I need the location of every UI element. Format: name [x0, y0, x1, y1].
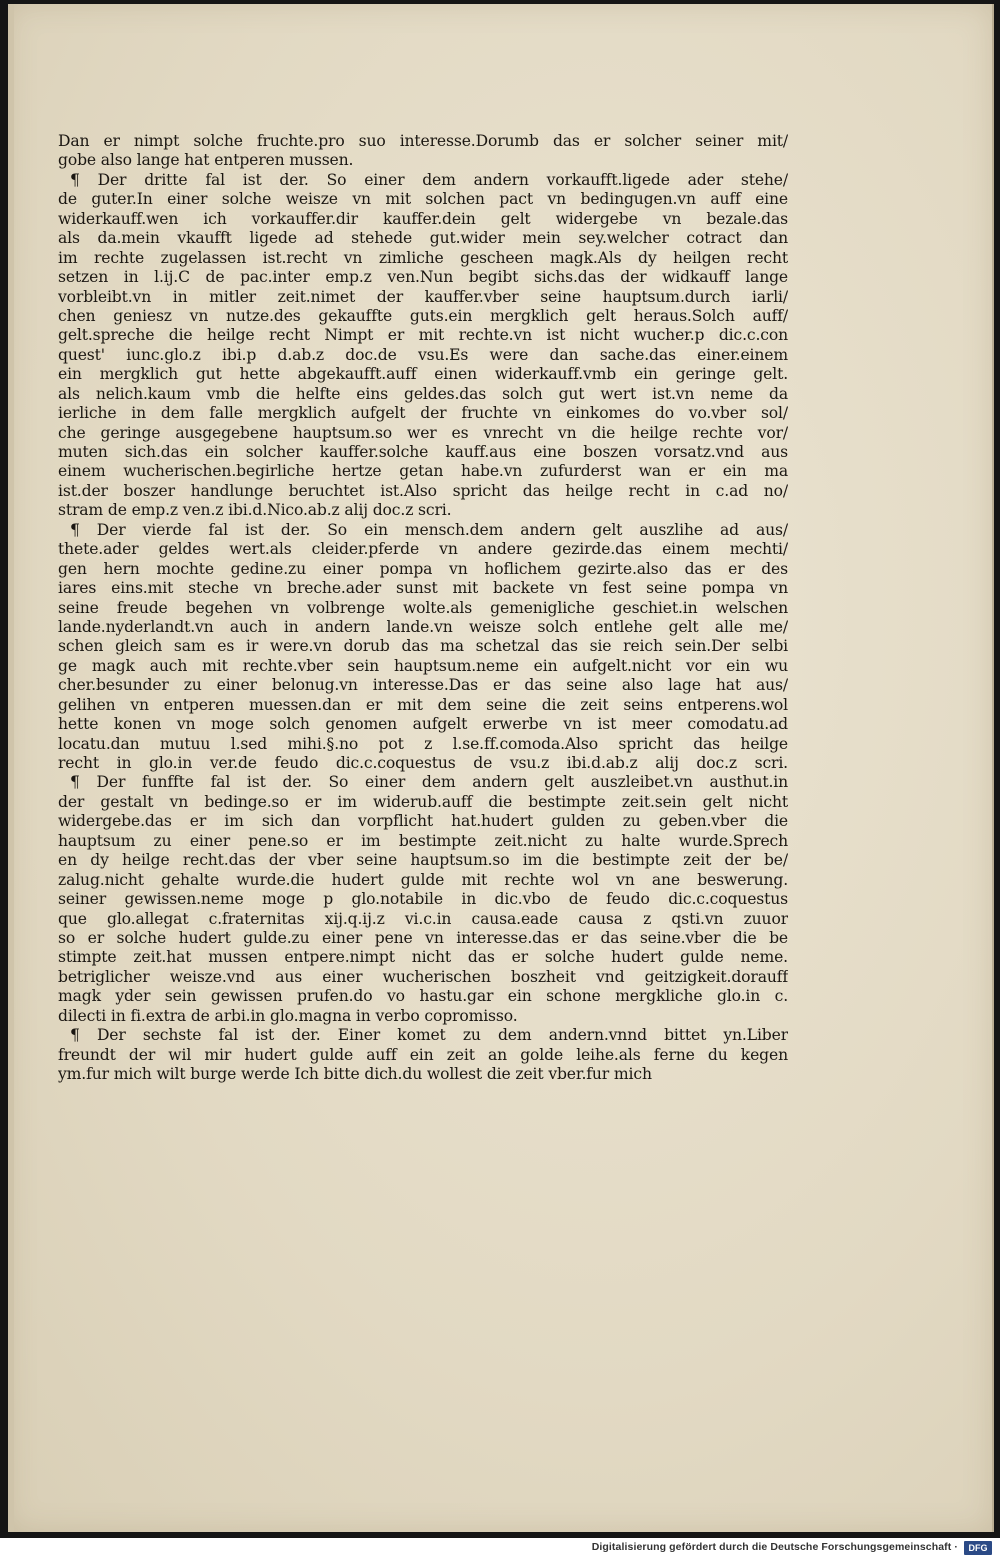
text-line: widerkauff.wen ich vorkauffer.dir kauffer.dein gelt widergebe vn bezale.das	[58, 209, 788, 228]
text-line: ist.der boszer handlunge beruchtet ist.Also spricht das heilge recht in c.ad no/	[58, 481, 788, 500]
text-line: im rechte zugelassen ist.recht vn zimliche gescheen magk.Als dy heilgen recht	[58, 248, 788, 267]
text-line: ge magk auch mit rechte.vber sein hauptsum.neme ein aufgelt.nicht vor ein wu	[58, 656, 788, 675]
text-line: thete.ader geldes wert.als cleider.pferde vn andere gezirde.das einem mechti/	[58, 540, 788, 559]
text-line: hette konen vn moge solch genomen aufgelt erwerbe vn ist meer comodatu.ad	[58, 715, 788, 734]
text-line: seine freude begehen vn volbrenge wolte.als gemenigliche geschiet.in welschen	[58, 598, 788, 617]
text-line: ¶ Der vierde fal ist der. So ein mensch.dem andern gelt auszlihe ad aus/	[70, 520, 788, 539]
text-line: vorbleibt.vn in mitler zeit.nimet der kauffer.vber seine hauptsum.durch iarli/	[58, 287, 788, 306]
text-line: seiner gewissen.neme moge p glo.notabile in dic.vbo de feudo dic.c.coquestus	[58, 890, 788, 909]
text-line: einem wucherischen.begirliche hertze getan habe.vn zufurderst wan er ein ma	[58, 462, 788, 481]
text-line: freundt der wil mir hudert gulde auff ein zeit an golde leihe.als ferne du kegen	[58, 1045, 788, 1064]
text-line: que glo.allegat c.fraternitas xij.q.ij.z vi.c.in causa.eade causa z qsti.vn zuuor	[58, 909, 788, 928]
text-line: locatu.dan mutuu l.sed mihi.§.no pot z l.se.ff.comoda.Also spricht das heilge	[58, 734, 788, 753]
text-line: cher.besunder zu einer belonug.vn interesse.Das er das seine also lage hat aus/	[58, 676, 788, 695]
text-line: ¶ Der sechste fal ist der. Einer komet zu dem andern.vnnd bittet yn.Liber	[70, 1026, 788, 1045]
text-line: widergebe.das er im sich dan vorpflicht hat.hudert gulden zu geben.vber die	[58, 812, 788, 831]
text-line: Dan er nimpt solche fruchte.pro suo interesse.Dorumb das er solcher seiner mit/	[58, 132, 788, 150]
body-text	[58, 132, 788, 1084]
text-line: als nelich.kaum vmb die helfte eins geldes.das solch gut wert ist.vn neme da	[58, 384, 788, 403]
text-line: ym.fur mich wilt burge werde Ich bitte dich.du wollest die zeit vber.fur mich	[58, 1065, 652, 1083]
text-line: de guter.In einer solche weisze vn mit solchen pact vn bedingugen.vn auff eine	[58, 190, 788, 209]
text-line: magk yder sein gewissen prufen.do vo hastu.gar ein schone mergkliche glo.in c.	[58, 987, 788, 1006]
text-line: als da.mein vkaufft ligede ad stehede gut.wider mein sey.welcher cotract dan	[58, 229, 788, 248]
text-line: so er solche hudert gulde.zu einer pene vn interesse.das er das seine.vber die be	[58, 928, 788, 947]
page-gutter	[8, 4, 14, 1532]
text-line: setzen in l.ij.C de pac.inter emp.z ven.Nun begibt sichs.das der widkauff lange	[58, 268, 788, 287]
text-line: gelihen vn entperen muessen.dan er mit dem seine die zeit seins entperens.wol	[58, 695, 788, 714]
text-line: stram de emp.z ven.z ibi.d.Nico.ab.z alij doc.z scri.	[58, 501, 452, 520]
funding-note: Digitalisierung gefördert durch die Deutsche Forschungsgemeinschaft ·	[591, 1541, 958, 1553]
text-line: zalug.nicht gehalte wurde.die hudert gulde mit rechte wol vn ane beswerung.	[58, 870, 788, 889]
text-line: gen hern mochte gedine.zu einer pompa vn hoflichem gezirte.also das er des	[58, 559, 788, 578]
text-line: betriglicher weisze.vnd aus einer wucherischen boszheit vnd geitzigkeit.dorauff	[58, 967, 788, 986]
text-line: lande.nyderlandt.vn auch in andern lande.vn weisze solch entlehe gelt alle me/	[58, 617, 788, 636]
text-line: hauptsum zu einer pene.so er im bestimpte zeit.nicht zu halte wurde.Sprech	[58, 831, 788, 850]
text-line: stimpte zeit.hat mussen entpere.nimpt nicht das er solche hudert gulde neme.	[58, 948, 788, 967]
text-line: ein mergklich gut hette abgekaufft.auff einen widerkauff.vmb ein geringe gelt.	[58, 365, 788, 384]
text-line: en dy heilge recht.das der vber seine hauptsum.so im die bestimpte zeit der be/	[58, 851, 788, 870]
text-line: quest' iunc.glo.z ibi.p d.ab.z doc.de vsu.Es were dan sache.das einer.einem	[58, 345, 788, 364]
text-line: muten sich.das ein solcher kauffer.solche kauff.aus eine boszen vorsatz.vnd aus	[58, 443, 788, 461]
text-line: ierliche in dem falle mergklich aufgelt der fruchte vn einkomes do vo.vber sol/	[58, 404, 788, 423]
text-line: schen gleich sam es ir were.vn dorub das ma schetzal das sie reich sein.Der selbi	[58, 637, 788, 656]
text-line: ¶ Der funffte fal ist der. So einer dem andern gelt auszleibet.vn austhut.in	[70, 773, 788, 792]
text-line: dilecti in fi.extra de arbi.in glo.magna in verbo copromisso.	[58, 1006, 518, 1025]
manuscript-page	[8, 4, 994, 1532]
text-line: ¶ Der dritte fal ist der. So einer dem andern vorkaufft.ligede ader stehe/	[70, 170, 788, 189]
text-line: iares eins.mit steche vn breche.ader sunst mit backete vn fest seine pompa vn	[58, 579, 788, 598]
text-line: chen geniesz vn nutze.des gekauffte guts.ein mergklich gelt heraus.Solch auff/	[58, 306, 788, 325]
text-line: gelt.spreche die heilge recht Nimpt er mit rechte.vn ist nicht wucher.p dic.c.con	[58, 326, 788, 345]
text-line: recht in glo.in ver.de feudo dic.c.coquestus de vsu.z ibi.d.ab.z alij doc.z scri.	[58, 754, 788, 772]
text-line: gobe also lange hat entperen mussen.	[58, 151, 354, 170]
text-line: che geringe ausgegebene hauptsum.so wer es vnrecht vn die heilge rechte vor/	[58, 423, 788, 442]
dfg-logo: DFG	[964, 1541, 992, 1555]
text-line: der gestalt vn bedinge.so er im widerub.auff die bestimpte zeit.sein gelt nicht	[58, 792, 788, 811]
footer-bar	[0, 1538, 1000, 1559]
